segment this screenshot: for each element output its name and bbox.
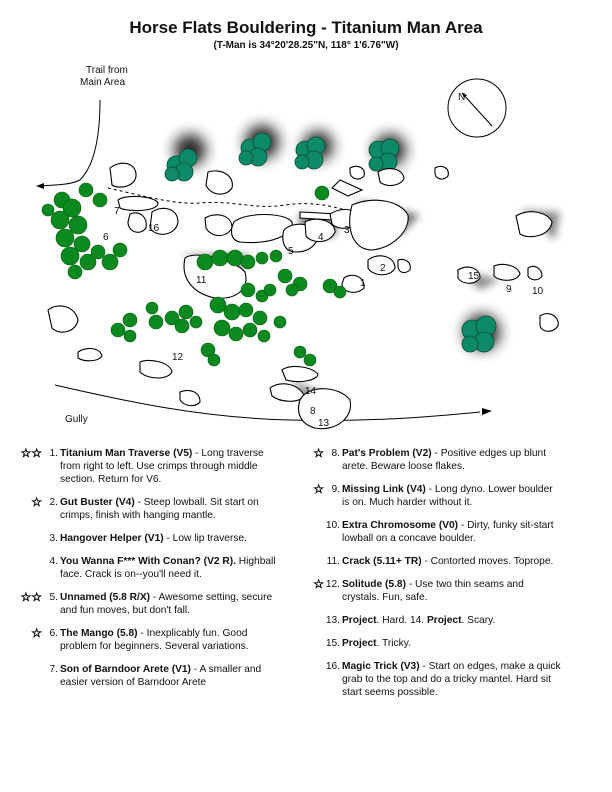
route-grade: (V1) [144,533,164,544]
north-label: N [458,92,466,103]
boulder-number-12: 12 [172,352,184,363]
boulder-number-14: 14 [305,386,317,397]
boulder-number-11: 11 [196,275,207,286]
boulder-number-7: 7 [114,206,120,217]
route-description: . Hard. 14. [376,615,427,626]
route-description: - Steep lowball. Sit start on crimps, finish with hanging mantle. [60,497,259,521]
route-item [300,660,562,699]
route-name: You Wanna F*** With Conan? [60,556,201,567]
route-description: . Tricky. [376,638,411,649]
route-grade: (V0) [438,520,459,531]
route-text [342,448,546,472]
route-name: Titanium Man Traverse [60,448,171,459]
route-description: - Long traverse from right to left. Use crimps through middle section. Return for V6. [60,448,264,485]
route-number: 15. [325,638,340,649]
gully-line [55,385,480,421]
star-rating-icon: ☆ [313,446,324,460]
boulder-number-1: 1 [360,278,366,289]
route-item [300,519,562,545]
trail-label: Trail from [86,65,128,76]
route-grade: (V1) [171,664,191,675]
route-name: Solitude [342,579,383,590]
route-grade: (V2 R). [203,556,236,567]
route-text [342,615,495,626]
route-item [18,496,280,522]
main-area-label: Main Area [80,77,126,88]
route-name: Hangover Helper [60,533,142,544]
route-text [60,664,261,688]
route-number: 12. [325,579,340,590]
area-map [0,55,612,435]
boulder-number-8: 8 [310,406,316,417]
route-number: 2. [49,497,58,508]
route-text [342,520,554,544]
route-description: - Start on edges, make a quick grab to the top and do a tricky mantel. Hard sit start seems possible. [342,661,561,698]
route-name: Gut Buster [60,497,113,508]
coordinates-subtitle: (T-Man is 34°20'28.25"N, 118° 1'6.76"W) [213,40,399,51]
route-name: Project [342,615,377,626]
star-rating-icon: ☆ [31,495,42,509]
route-item [300,637,562,650]
route-number: 9. [331,484,340,495]
route-grade: (V5) [173,448,193,459]
route-text [60,448,264,485]
route-number: 4. [49,556,58,567]
route-name: Crack [342,556,371,567]
route-description: - Long dyno. Lower boulder is on. Much harder without it. [342,484,553,508]
route-number: 1. [49,448,58,459]
route-number: 5. [49,592,58,603]
boulder-number-16: 16 [148,223,160,234]
route-item [300,447,562,473]
route-item [18,591,280,617]
star-rating-icon: ☆ [313,577,324,591]
route-number: 16. [325,661,340,672]
route-item [300,578,562,604]
route-name: The Mango [60,628,114,639]
boulder-number-9: 9 [506,284,512,295]
route-text [60,497,259,521]
route-number: 11. [326,556,340,567]
route-description: - A smaller and easier version of Barndoor Arete [60,664,262,688]
route-item [300,555,562,568]
boulder-number-5: 5 [288,246,294,257]
boulder-number-13: 13 [318,418,330,429]
route-description: - Low lip traverse. [163,533,247,544]
route-name: Project [426,615,462,626]
route-grade: (V4) [115,497,135,508]
route-text [60,533,247,544]
route-number: 6. [49,628,58,639]
route-grade: (V4) [406,484,426,495]
route-list-left [18,447,280,699]
star-rating-icon: ☆☆ [20,446,42,460]
route-grade: (V3) [400,661,420,672]
route-item [18,663,280,689]
route-name: Missing Link [342,484,404,495]
boulder-number-3: 3 [344,225,350,236]
route-description: . Scary. [461,615,496,626]
route-name: Unnamed [60,592,107,603]
route-name: Pat's Problem [342,448,410,459]
route-description: - Use two thin seams and crystals. Fun, safe. [342,579,524,603]
route-name: Extra Chromosome [342,520,436,531]
route-number: 7. [49,664,58,675]
route-text [342,556,553,567]
route-text [342,484,553,508]
page-title: Horse Flats Bouldering - Titanium Man Area [129,18,483,37]
route-text [60,556,276,580]
route-text [60,592,272,616]
route-name: Son of Barndoor Arete [60,664,169,675]
route-number: 10. [325,520,340,531]
route-list-right [300,447,562,709]
boulder-number-10: 10 [532,286,544,297]
route-item [18,555,280,581]
route-grade: (5.8) [116,628,138,639]
route-item [300,614,562,627]
star-rating-icon: ☆☆ [20,590,42,604]
route-number: 13. [325,615,340,626]
star-rating-icon: ☆ [31,626,42,640]
route-grade: (5.8 R/X) [109,592,151,603]
route-grade: (5.8) [385,579,406,590]
route-number: 8. [331,448,340,459]
gully-label: Gully [65,414,88,425]
boulder-number-4: 4 [318,232,324,243]
boulder-number-2: 2 [380,263,386,274]
route-number: 3. [49,533,58,544]
route-description: - Dirty, funky sit-start lowball on a concave boulder. [342,520,554,544]
route-description: - Contorted moves. Toprope. [421,556,554,567]
route-text [342,661,561,698]
route-name: Project [342,638,377,649]
route-text [342,638,411,649]
boulder-number-15: 15 [468,271,480,282]
route-description: Highball face. Crack is on--you'll need it. [60,556,276,580]
route-grade: (V2) [412,448,432,459]
route-name: Magic Trick [342,661,398,672]
boulder-number-6: 6 [103,232,109,243]
route-item [18,627,280,653]
route-description: - Awesome setting, secure and fun moves, but don't fall. [60,592,273,616]
route-item [18,447,280,486]
large-trees [165,125,500,352]
star-rating-icon: ☆ [313,482,324,496]
route-grade: (5.11+ TR) [373,556,422,567]
route-item [18,532,280,545]
route-item [300,483,562,509]
route-description: - Inexplicably fun. Good problem for beginners. Several variations. [60,628,249,652]
route-description: - Positive edges up blunt arete. Beware loose flakes. [342,448,547,472]
north-arrow-icon [448,79,506,137]
route-text [60,628,249,652]
route-text [342,579,524,603]
